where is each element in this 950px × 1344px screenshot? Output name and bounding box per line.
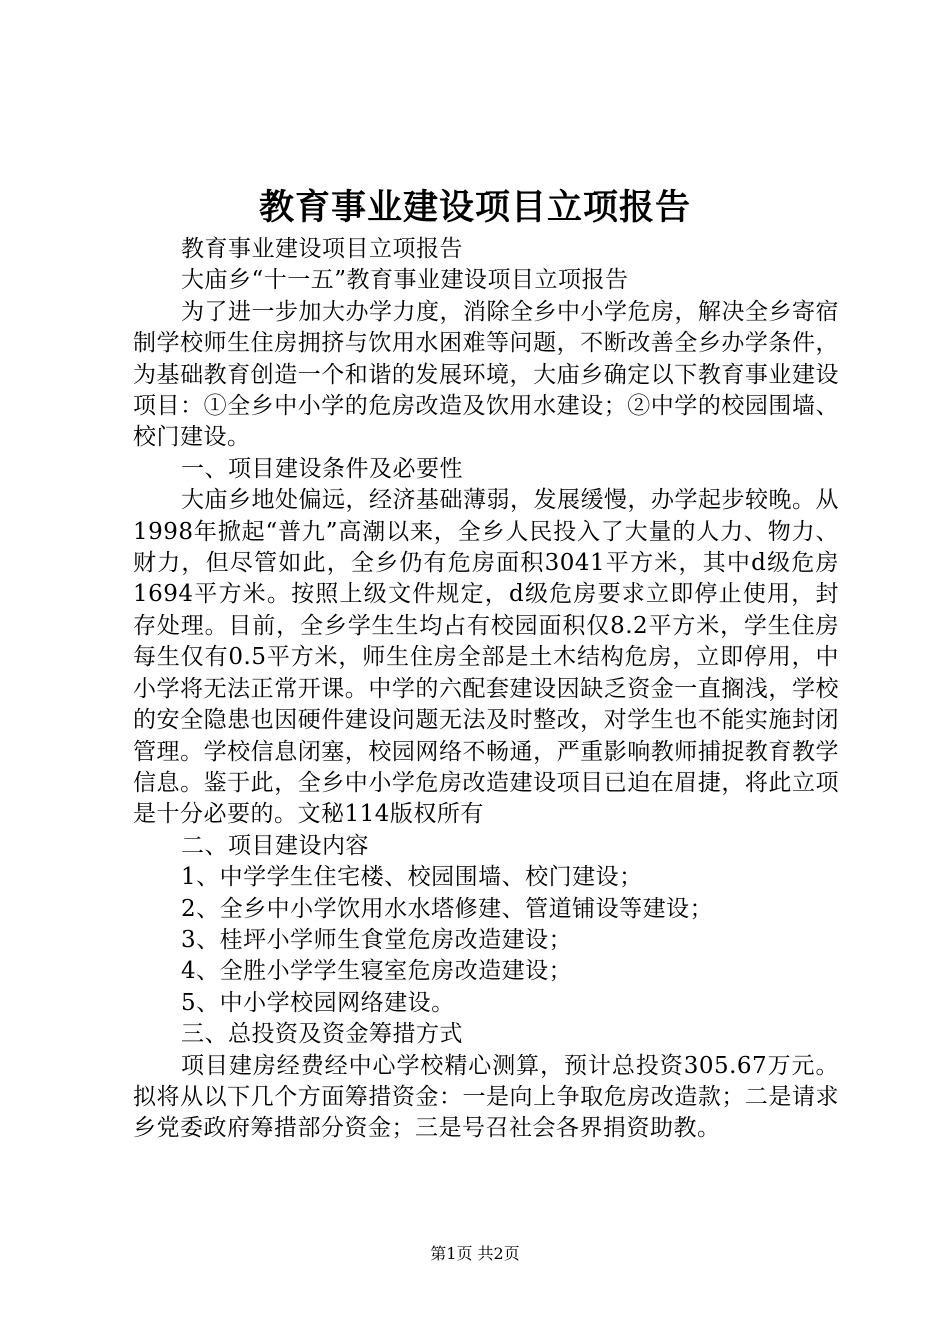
intro-paragraph: 为了进一步加大办学力度，消除全乡中小学危房，解决全乡寄宿制学校师生住房拥挤与饮用水困难等问题，不断改善全乡办学条件，为基础教育创造一个和谐的发展环境，大庙乡确定以下教育事业建设项目：①全乡中小学的危房改造及饮用水建设；②中学的校园围墙、校门建设。 (133, 298, 839, 451)
content-item-4: 4、全胜小学学生寝室危房改造建设； (181, 958, 573, 985)
content-item-1: 1、中学学生住宅楼、校园围墙、校门建设； (181, 864, 643, 891)
report-heading: 大庙乡“十一五”教育事业建设项目立项报告 (181, 267, 629, 294)
investment-paragraph: 项目建房经费经中心学校精心测算，预计总投资305.67万元。拟将从以下几个方面筹措资金：一是向上争取危房改造款；二是请求乡党委政府筹措部分资金；三是号召社会各界捐资助教。 (133, 1052, 839, 1142)
content-item-5: 5、中小学校园网络建设。 (181, 989, 455, 1016)
document-title: 教育事业建设项目立项报告 (258, 187, 691, 228)
content-item-3: 3、桂坪小学师生食堂危房改造建设； (181, 926, 573, 953)
section-heading-1: 一、项目建设条件及必要性 (181, 455, 463, 482)
content-item-2: 2、全乡中小学饮用水水塔修建、管道铺设等建设； (181, 895, 714, 922)
page-footer: 第1页 共2页 (430, 1244, 520, 1263)
section-heading-2: 二、项目建设内容 (181, 832, 369, 859)
document-body (133, 234, 839, 1145)
subtitle-line: 教育事业建设项目立项报告 (181, 236, 463, 262)
section-heading-3: 三、总投资及资金筹措方式 (181, 1021, 463, 1048)
necessity-paragraph: 大庙乡地处偏远，经济基础薄弱，发展缓慢，办学起步较晚。从1998年掀起“普九”高潮以来，全乡人民投入了大量的人力、物力、财力，但尽管如此，全乡仍有危房面积3041平方米，其中d级危房1694平方米。按照上级文件规定，d级危房要求立即停止使用，封存处理。目前，全乡学生生均占有校园面积仅8.2平方米，学生住房每生仅有0.5平方米，师生住房全部是土木结构危房，立即停用，中小学将无法正常开课。中学的六配套建设因缺乏资金一直搁浅，学校的安全隐患也因硬件建设问题无法及时整改，对学生也不能实施封闭管理。学校信息闭塞，校园网络不畅通，严重影响教师捕捉教育教学信息。鉴于此，全乡中小学危房改造建设项目已迫在眉捷，将此立项是十分必要的。文秘114版权所有 (133, 487, 839, 828)
